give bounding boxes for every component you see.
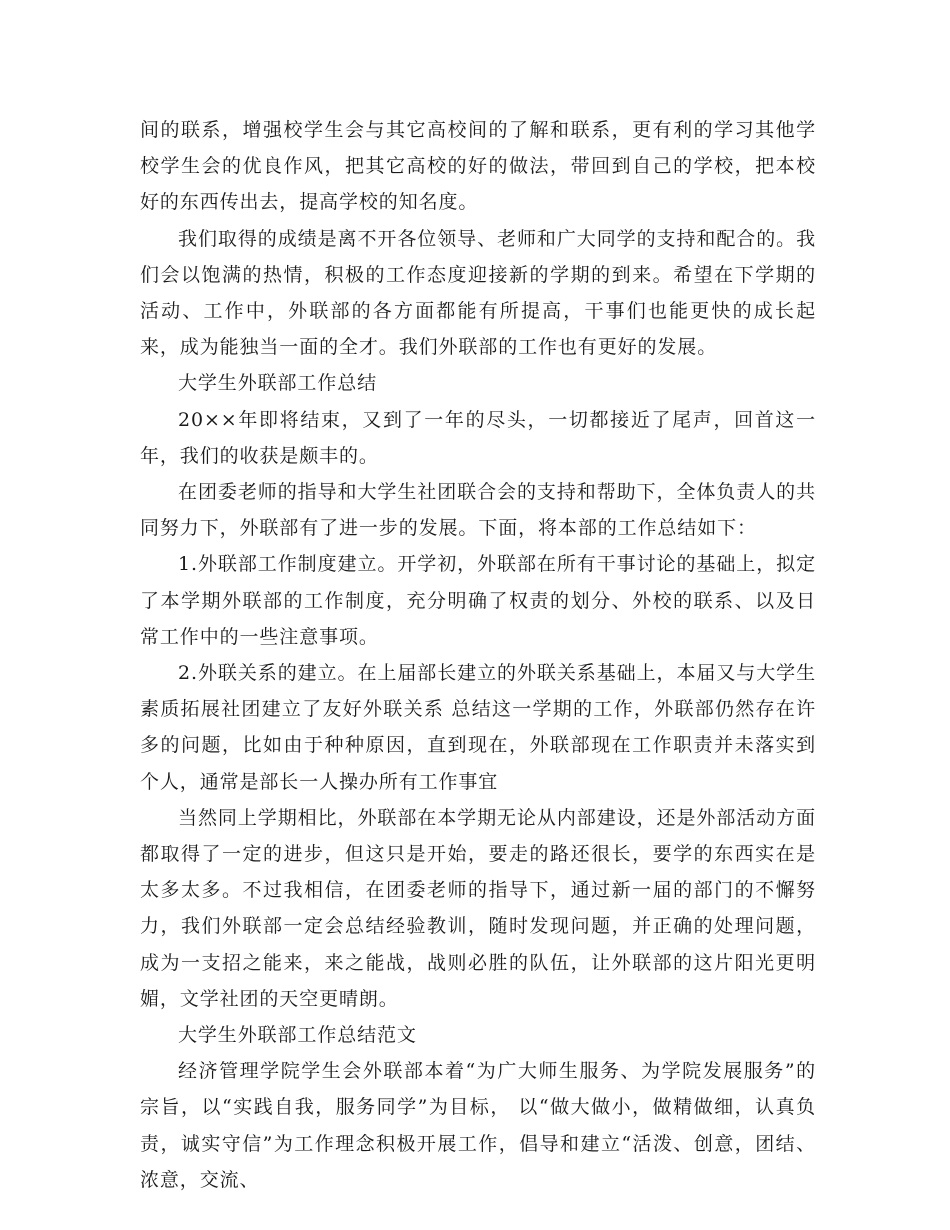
paragraph-continuation: 间的联系，增强校学生会与其它高校间的了解和联系，更有利的学习其他学校学生会的优良作风，把其它高校的好的做法，带回到自己的学校，把本校好的东西传出去，提高学校的知名度。 [140, 119, 816, 214]
paragraph-progress: 当然同上学期相比，外联部在本学期无论从内部建设，还是外部活动方面都取得了一定的进步，但这只是开始，要走的路还很长，要学的东西实在是太多太多。不过我相信，在团委老师的指导下，通过新一届的部门的不懈努力，我们外联部一定会总结经验教训，随时发现问题，并正确的处理问题，成为一支招之能来，来之能战，战则必胜的队伍，让外联部的这片阳光更明媚，文学社团的天空更晴朗。 [140, 806, 816, 1010]
paragraph-achievements: 我们取得的成绩是离不开各位领导、老师和广大同学的支持和配合的。我们会以饱满的热情，积极的工作态度迎接新的学期的到来。希望在下学期的活动、工作中，外联部的各方面都能有所提高，干事们也能更快的成长起来，成为能独当一面的全才。我们外联部的工作也有更好的发展。 [140, 227, 816, 359]
document-body [140, 112, 816, 1198]
paragraph-item-1: 1.外联部工作制度建立。开学初，外联部在所有干事讨论的基础上，拟定了本学期外联部的工作制度，充分明确了权责的划分、外校的联系、以及日常工作中的一些注意事项。 [140, 553, 816, 648]
paragraph-economics-college: 经济管理学院学生会外联部本着“为广大师生服务、为学院发展服务”的宗旨，以“实践自我，服务同学”为目标， 以“做大做小，做精做细，认真负责，诚实守信”为工作理念积极开展工作，倡导和建立“活泼、创意，团结、浓意，交流、 [140, 1060, 816, 1191]
paragraph-guidance: 在团委老师的指导和大学生社团联合会的支持和帮助下，全体负责人的共同努力下，外联部有了进一步的发展。下面，将本部的工作总结如下： [140, 481, 816, 540]
paragraph-item-2: 2.外联关系的建立。在上届部长建立的外联关系基础上，本届又与大学生素质拓展社团建立了友好外联关系 总结这一学期的工作，外联部仍然存在许多的问题，比如由于种种原因，直到现在，外联部现在工作职责并未落实到个人，通常是部长一人操办所有工作事宜 [140, 662, 816, 793]
section-heading-summary: 大学生外联部工作总结 [178, 372, 378, 395]
paragraph-year-end: 20××年即将结束，又到了一年的尽头，一切都接近了尾声，回首这一年，我们的收获是颇丰的。 [140, 408, 816, 467]
section-heading-sample: 大学生外联部工作总结范文 [178, 1024, 417, 1047]
